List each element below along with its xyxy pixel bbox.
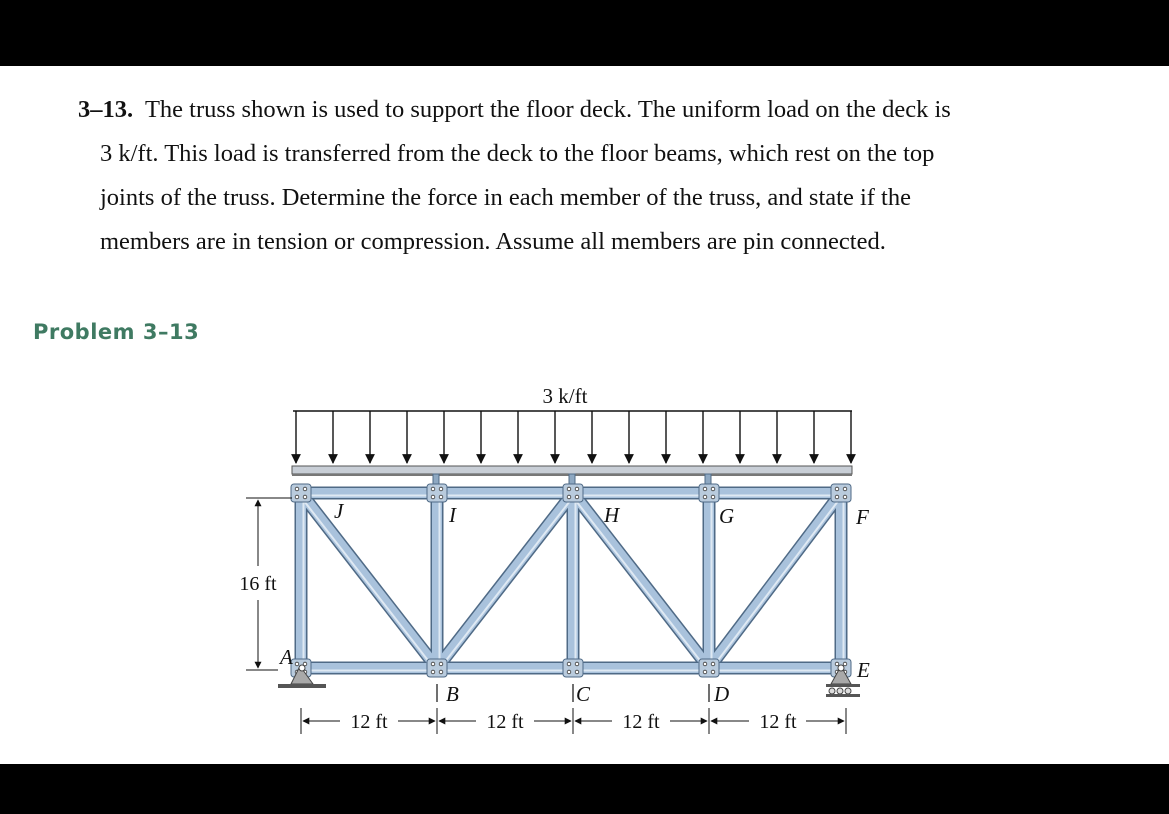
member-jb — [301, 493, 437, 668]
member-bh — [437, 493, 573, 668]
gusset-g — [699, 484, 719, 502]
span-label-1: 12 ft — [350, 711, 388, 733]
member-bh-highlight — [439, 495, 575, 670]
joint-label-c: C — [576, 682, 591, 706]
span-label-4: 12 ft — [759, 711, 797, 733]
gusset-f — [831, 484, 851, 502]
joint-label-h: H — [604, 503, 620, 527]
bolt-c-2 — [575, 662, 579, 666]
joint-label-e: E — [857, 658, 870, 682]
gusset-h — [563, 484, 583, 502]
problem-line-1-text: The truss shown is used to support the floor deck. The uniform load on the deck is — [144, 96, 951, 123]
member-hd — [573, 493, 709, 668]
bolt-h-1 — [567, 487, 571, 491]
bolt-h-2 — [575, 487, 579, 491]
truss-members — [299, 493, 843, 671]
member-hd-highlight — [571, 495, 707, 670]
bolt-b-3 — [431, 670, 435, 674]
bolt-e-2 — [843, 662, 847, 666]
bolt-c-1 — [567, 662, 571, 666]
joint-label-g: G — [719, 504, 735, 528]
problem-caption: Problem 3–13 — [33, 320, 200, 344]
bolt-h-4 — [575, 495, 579, 499]
height-label: 16 ft — [239, 573, 277, 595]
joint-label-d: D — [714, 682, 730, 706]
problem-number: 3–13. — [78, 96, 134, 123]
gusset-c — [563, 659, 583, 677]
bolt-f-2 — [843, 487, 847, 491]
gusset-b — [427, 659, 447, 677]
load-label: 3 k/ft — [542, 384, 588, 408]
joint-label-f: F — [856, 505, 869, 529]
member-jb-highlight — [299, 495, 435, 670]
problem-line-2: 3 k/ft. This load is transferred from the deck to the floor beams, which rest on the top — [100, 140, 935, 167]
joint-label-i: I — [449, 503, 456, 527]
bolt-d-4 — [711, 670, 715, 674]
bolt-g-2 — [711, 487, 715, 491]
bolt-i-2 — [439, 487, 443, 491]
problem-line-4: members are in tension or compression. Assume all members are pin connected. — [100, 228, 886, 255]
joint-label-a: A — [280, 645, 293, 669]
floor-deck — [292, 466, 852, 474]
bolt-c-3 — [567, 670, 571, 674]
bolt-b-4 — [439, 670, 443, 674]
bolt-j-2 — [303, 487, 307, 491]
bolt-j-4 — [303, 495, 307, 499]
bolt-j-1 — [295, 487, 299, 491]
joint-label-b: B — [446, 682, 459, 706]
bolt-i-3 — [431, 495, 435, 499]
bolt-e-1 — [835, 662, 839, 666]
problem-line-3: joints of the truss. Determine the force in each member of the truss, and state if the — [100, 184, 911, 211]
bolt-f-4 — [843, 495, 847, 499]
bolt-h-3 — [567, 495, 571, 499]
gusset-j — [291, 484, 311, 502]
bolt-d-3 — [703, 670, 707, 674]
bolt-a-1 — [295, 662, 299, 666]
bolt-g-4 — [711, 495, 715, 499]
bolt-j-3 — [295, 495, 299, 499]
bolt-i-1 — [431, 487, 435, 491]
bolt-g-1 — [703, 487, 707, 491]
bolt-i-4 — [439, 495, 443, 499]
gusset-i — [427, 484, 447, 502]
span-label-2: 12 ft — [486, 711, 524, 733]
bolt-b-2 — [439, 662, 443, 666]
bolt-d-1 — [703, 662, 707, 666]
joint-label-j: J — [334, 499, 344, 523]
bolt-c-4 — [575, 670, 579, 674]
bolt-d-2 — [711, 662, 715, 666]
bolt-f-3 — [835, 495, 839, 499]
bolt-g-3 — [703, 495, 707, 499]
bolt-b-1 — [431, 662, 435, 666]
joint-tick-marks — [437, 684, 709, 702]
distributed-load — [293, 411, 852, 463]
bolt-f-1 — [835, 487, 839, 491]
gusset-d — [699, 659, 719, 677]
span-label-3: 12 ft — [622, 711, 660, 733]
